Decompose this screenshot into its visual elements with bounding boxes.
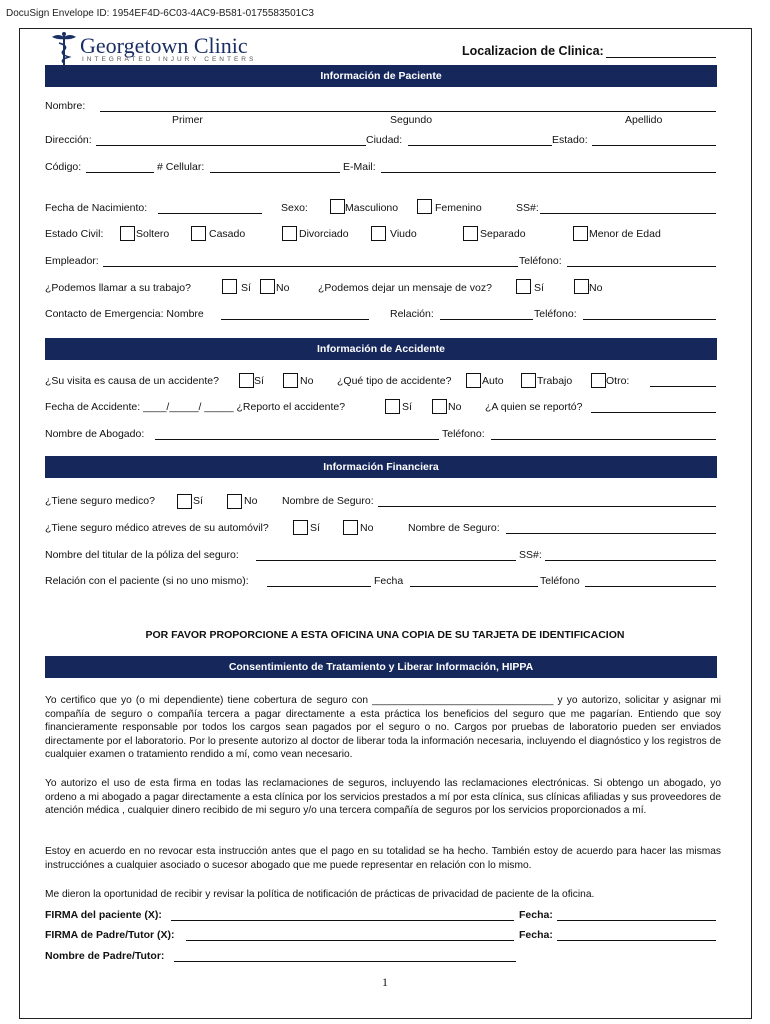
call-work-yes-label: Sí [241, 282, 251, 294]
medical-insurance-question: ¿Tiene seguro medico? [45, 495, 155, 507]
guardian-signature-field[interactable] [186, 940, 514, 941]
auto-insurance-no-checkbox[interactable] [343, 520, 358, 535]
first-name-caption: Primer [172, 114, 203, 126]
auto-label: Auto [482, 375, 504, 387]
address-field[interactable] [96, 145, 366, 146]
reported-yes-label: Sí [402, 401, 412, 413]
medical-insurance-yes-label: Sí [193, 495, 203, 507]
call-work-question: ¿Podemos llamar a su trabajo? [45, 282, 191, 294]
male-checkbox[interactable] [330, 199, 345, 214]
caduceus-icon [50, 31, 78, 67]
consent-paragraph-3: Estoy en acuerdo en no revocar esta instrucción antes que el pago en su totalidad se ha hecho. También estoy de acuerdo para hacer las mismas instrucciónes a cualquier asociado o sucesor abogado que me puede representar en relación con lo mismo. [45, 846, 721, 871]
last-name-caption: Apellido [625, 114, 663, 126]
medical-insurance-no-checkbox[interactable] [227, 494, 242, 509]
divorced-label: Divorciado [299, 228, 349, 240]
second-name-caption: Segundo [390, 114, 433, 126]
lawyer-field[interactable] [155, 439, 439, 440]
city-field[interactable] [408, 145, 552, 146]
patient-signature-field[interactable] [171, 920, 514, 921]
guardian-name-label: Nombre de Padre/Tutor: [45, 950, 165, 962]
ssn-label: SS#: [516, 202, 539, 214]
reported-no-checkbox[interactable] [432, 399, 447, 414]
guardian-name-field[interactable] [174, 961, 516, 962]
separated-label: Separado [480, 228, 526, 240]
call-work-yes-checkbox[interactable] [222, 279, 237, 294]
policy-holder-field[interactable] [256, 560, 516, 561]
zip-field[interactable] [86, 172, 154, 173]
other-accident-checkbox[interactable] [591, 373, 606, 388]
accident-info-header: Información de Accidente [45, 338, 717, 360]
female-label: Femenino [435, 202, 482, 214]
voicemail-yes-label: Sí [534, 282, 544, 294]
auto-insurance-yes-label: Sí [310, 522, 320, 534]
emergency-phone-field[interactable] [583, 319, 716, 320]
other-accident-field[interactable] [650, 386, 716, 387]
emergency-phone-label: Teléfono: [534, 308, 577, 320]
consent-header: Consentimiento de Tratamiento y Liberar Información, HIPPA [45, 656, 717, 678]
accident-type-question: ¿Qué tipo de accidente? [337, 375, 452, 387]
widowed-checkbox[interactable] [371, 226, 386, 241]
policy-holder-label: Nombre del titular de la póliza del seguro: [45, 549, 239, 561]
consent-paragraph-2: Yo autorizo el uso de esta firma en todas las reclamaciones de seguros, incluyendo las reclamaciones electrónicas. Si obtengo un abogado, yo ordeno a mi abogado a pagar directamente a esta clínica por los servicios prestados a mí por esta clínica, sus clínicas afiliadas y sus proveedores de atención médica , cualquier dinero recibido de mi seguro y/o una tercera compañía de seguros por los servicios proporcionados a mí. [45, 778, 721, 816]
cell-field[interactable] [210, 172, 340, 173]
patient-signature-date-label: Fecha: [519, 909, 553, 921]
emergency-relation-label: Relación: [390, 308, 434, 320]
clinic-logo [50, 31, 257, 67]
auto-checkbox[interactable] [466, 373, 481, 388]
medical-insurance-yes-checkbox[interactable] [177, 494, 192, 509]
accident-cause-question: ¿Su visita es causa de un accidente? [45, 375, 219, 387]
reported-yes-checkbox[interactable] [385, 399, 400, 414]
emergency-relation-field[interactable] [440, 319, 533, 320]
lawyer-phone-label: Teléfono: [442, 428, 485, 440]
clinic-location-field[interactable] [606, 57, 716, 58]
financial-phone-field[interactable] [585, 586, 716, 587]
accident-yes-label: Sí [254, 375, 264, 387]
consent-paragraph-4: Me dieron la oportunidad de recibir y revisar la política de notificación de prácticas de privacidad de paciente de la oficina. [45, 889, 595, 900]
reported-to-label: ¿A quien se reportó? [485, 401, 583, 413]
medical-insurance-no-label: No [244, 495, 258, 507]
clinic-name: Georgetown Clinic [80, 33, 248, 58]
patient-info-header: Información de Paciente [45, 65, 717, 87]
address-label: Dirección: [45, 134, 92, 146]
separated-checkbox[interactable] [463, 226, 478, 241]
male-label: Masculiono [345, 202, 399, 214]
sex-label: Sexo: [281, 202, 308, 214]
emergency-contact-label: Contacto de Emergencia: Nombre [45, 308, 204, 320]
auto-insurance-question: ¿Tiene seguro médico atreves de su automóvil? [45, 522, 269, 534]
voicemail-no-label: No [589, 282, 603, 294]
emergency-contact-field[interactable] [221, 319, 369, 320]
accident-no-label: No [300, 375, 314, 387]
insurance-name-label: Nombre de Seguro: [282, 495, 374, 507]
divorced-checkbox[interactable] [282, 226, 297, 241]
patient-signature-date-field[interactable] [557, 920, 716, 921]
patient-signature-label: FIRMA del paciente (X): [45, 909, 162, 921]
auto-insurance-name-label: Nombre de Seguro: [408, 522, 500, 534]
city-label: Ciudad: [366, 134, 403, 146]
minor-label: Menor de Edad [589, 228, 661, 240]
email-field[interactable] [381, 172, 716, 173]
ssn-field[interactable] [540, 213, 716, 214]
relation-to-patient-label: Relación con el paciente (si no uno mismo): [45, 575, 249, 587]
auto-insurance-name-field[interactable] [506, 533, 716, 534]
state-field[interactable] [592, 145, 716, 146]
guardian-signature-date-label: Fecha: [519, 929, 553, 941]
single-checkbox[interactable] [120, 226, 135, 241]
lawyer-phone-field[interactable] [491, 439, 716, 440]
accident-date-label: Fecha de Accidente: ____/_____/ _____ ¿Reporto el accidente? [45, 401, 346, 413]
reported-no-label: No [448, 401, 462, 413]
relation-to-patient-field[interactable] [267, 586, 371, 587]
dob-field[interactable] [158, 213, 262, 214]
voicemail-no-checkbox[interactable] [574, 279, 589, 294]
voicemail-yes-checkbox[interactable] [516, 279, 531, 294]
consent-paragraph-1: Yo certifico que yo (o mi dependiente) tiene cobertura de seguro con ________________________________ y yo autorizo, solicitar y asignar mi compañía de seguro o compañía tercera a pagar directamente a esta práctica los beneficios del seguro que me pagarían. Entiendo que soy financieramente responsable por todos los cargos sean pagados por el seguro o no. Cargos por pruebas de laboratorio pueden ser enviados directamente por el laboratorio. Por lo presente autorizo al doctor de liberar toda la información necesaria, incluyendo el diagnóstico y los registros de cualquier examen o tratamiento rendido a mí, como vean necesario. [45, 695, 721, 760]
married-label: Casado [209, 228, 246, 240]
call-work-no-label: No [276, 282, 290, 294]
financial-info-header: Información Financiera [45, 456, 717, 478]
widowed-label: Viudo [390, 228, 417, 240]
policy-holder-ssn-field[interactable] [545, 560, 716, 561]
id-card-notice: POR FAVOR PROPORCIONE A ESTA OFICINA UNA COPIA DE SU TARJETA DE IDENTIFICACION [145, 629, 625, 641]
minor-checkbox[interactable] [573, 226, 588, 241]
employer-field[interactable] [103, 266, 518, 267]
work-accident-checkbox[interactable] [521, 373, 536, 388]
page-number: 1 [382, 975, 388, 989]
financial-date-label: Fecha [374, 575, 404, 587]
name-label: Nombre: [45, 100, 86, 112]
zip-label: Código: [45, 161, 82, 173]
work-accident-label: Trabajo [537, 375, 573, 387]
single-label: Soltero [136, 228, 170, 240]
call-work-no-checkbox[interactable] [260, 279, 275, 294]
clinic-location-label: Localizacion de Clinica: [462, 44, 604, 58]
accident-no-checkbox[interactable] [283, 373, 298, 388]
financial-date-field[interactable] [410, 586, 538, 587]
auto-insurance-no-label: No [360, 522, 374, 534]
cell-label: # Cellular: [157, 161, 205, 173]
lawyer-label: Nombre de Abogado: [45, 428, 145, 440]
accident-yes-checkbox[interactable] [239, 373, 254, 388]
employer-phone-field[interactable] [567, 266, 716, 267]
female-checkbox[interactable] [417, 199, 432, 214]
clinic-tagline: INTEGRATED INJURY CENTERS [82, 56, 257, 63]
insurance-name-field[interactable] [378, 506, 716, 507]
other-accident-label: Otro: [606, 375, 630, 387]
employer-phone-label: Teléfono: [519, 255, 562, 267]
auto-insurance-yes-checkbox[interactable] [293, 520, 308, 535]
policy-holder-ssn-label: SS#: [519, 549, 542, 561]
state-label: Estado: [552, 134, 588, 146]
envelope-id: DocuSign Envelope ID: 1954EF4D-6C03-4AC9-B581-0175583501C3 [6, 8, 314, 19]
email-label: E-Mail: [343, 161, 376, 173]
voicemail-question: ¿Podemos dejar un mensaje de voz? [318, 282, 492, 294]
dob-label: Fecha de Nacimiento: [45, 202, 148, 214]
guardian-signature-date-field[interactable] [557, 940, 716, 941]
name-field[interactable] [100, 111, 716, 112]
employer-label: Empleador: [45, 255, 99, 267]
financial-phone-label: Teléfono [540, 575, 580, 587]
reported-to-field[interactable] [591, 412, 716, 413]
civil-status-label: Estado Civil: [45, 228, 104, 240]
married-checkbox[interactable] [191, 226, 206, 241]
guardian-signature-label: FIRMA de Padre/Tutor (X): [45, 929, 175, 941]
